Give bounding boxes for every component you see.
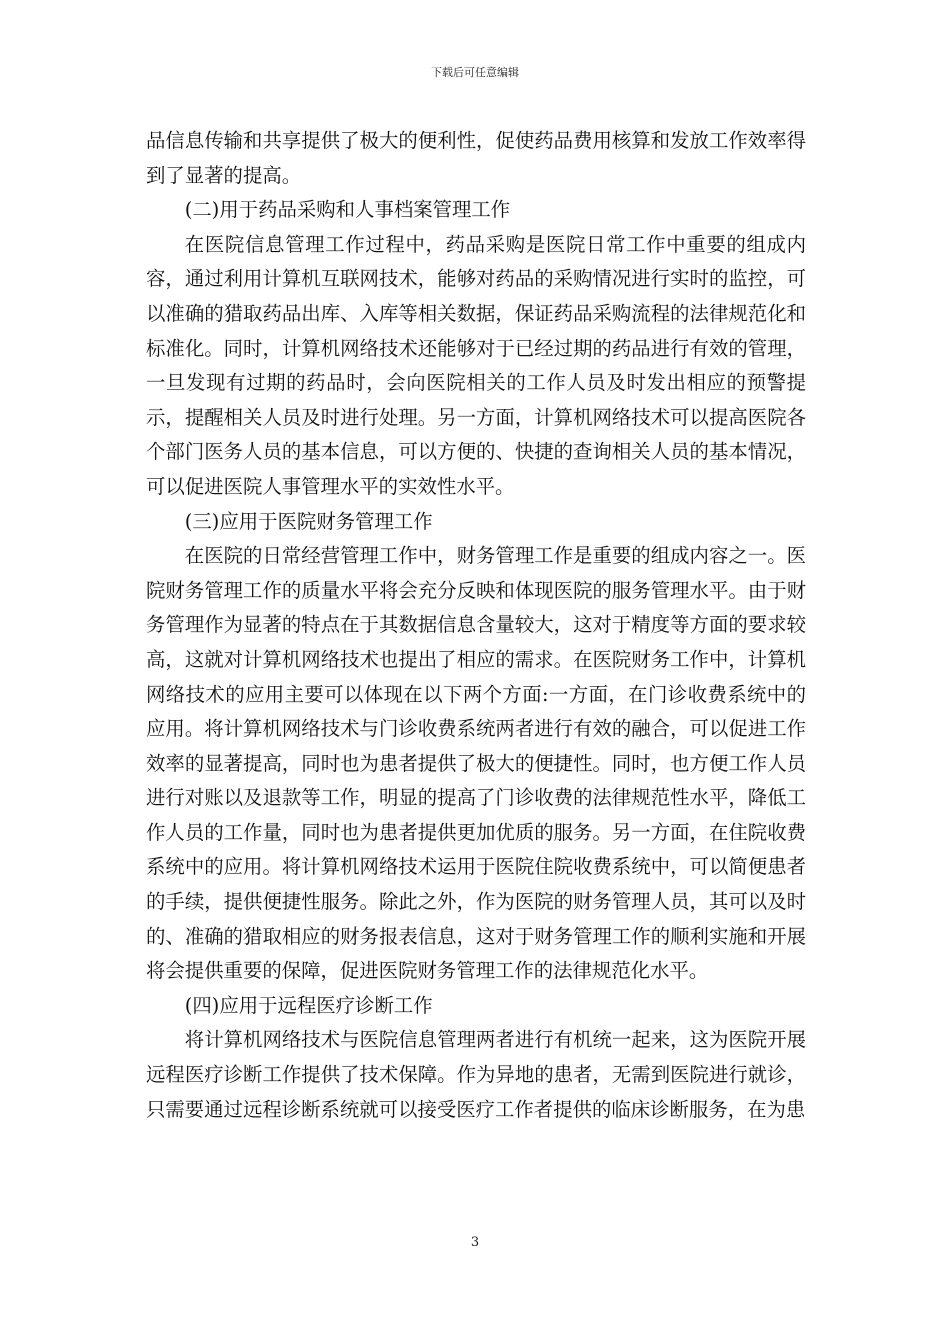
- page-number: 3: [470, 1235, 480, 1250]
- document-body: [146, 124, 806, 1127]
- section-heading-4: (四)应用于远程医疗诊断工作: [184, 993, 433, 1017]
- section-heading-2: (二)用于药品采购和人事档案管理工作: [184, 198, 511, 222]
- section-heading-3: (三)应用于医院财务管理工作: [184, 509, 433, 533]
- paragraph-remote-diagnosis: 将计算机网络技术与医院信息管理两者进行有机统一起来，这为医院开展远程医疗诊断工作提供了技术保障。作为异地的患者，无需到医院进行就诊，只需要通过远程诊断系统就可以接受医疗工作者提供的临床诊断服务，在为患: [146, 1028, 806, 1121]
- paragraph-financial-management: 在医院的日常经营管理工作中，财务管理工作是重要的组成内容之一。医院财务管理工作的质量水平将会充分反映和体现医院的服务管理水平。由于财务管理作为显著的特点在于其数据信息含量较大，这对于精度等方面的要求较高，这就对计算机网络技术也提出了相应的需求。在医院财务工作中，计算机网络技术的应用主要可以体现在以下两个方面:一方面，在门诊收费系统中的应用。将计算机网络技术与门诊收费系统两者进行有效的融合，可以促进工作效率的显著提高，同时也为患者提供了极大的便捷性。同时，也方便工作人员进行对账以及退款等工作，明显的提高了门诊收费的法律规范性水平，降低工作人员的工作量，同时也为患者提供更加优质的服务。另一方面，在住院收费系统中的应用。将计算机网络技术运用于医院住院收费系统中，可以简便患者的手续，提供便捷性服务。除此之外，作为医院的财务管理人员，其可以及时的、准确的猎取相应的财务报表信息，这对于财务管理工作的顺利实施和开展将会提供重要的保障，促进医院财务管理工作的法律规范化水平。: [146, 544, 806, 983]
- paragraph-drug-procurement: 在医院信息管理工作过程中，药品采购是医院日常工作中重要的组成内容，通过利用计算机互联网技术，能够对药品的采购情况进行实时的监控，可以准确的猎取药品出库、入库等相关数据，保证药品采购流程的法律规范化和标准化。同时，计算机网络技术还能够对于已经过期的药品进行有效的管理，一旦发现有过期的药品时，会向医院相关的工作人员及时发出相应的预警提示，提醒相关人员及时进行处理。另一方面，计算机网络技术可以提高医院各个部门医务人员的基本信息，可以方便的、快捷的查询相关人员的基本情况，可以促进医院人事管理水平的实效性水平。: [146, 232, 806, 498]
- page-header: 下载后可任意编辑: [431, 66, 519, 79]
- paragraph-continued: 品信息传输和共享提供了极大的便利性，促使药品费用核算和发放工作效率得到了显著的提高。: [146, 129, 806, 187]
